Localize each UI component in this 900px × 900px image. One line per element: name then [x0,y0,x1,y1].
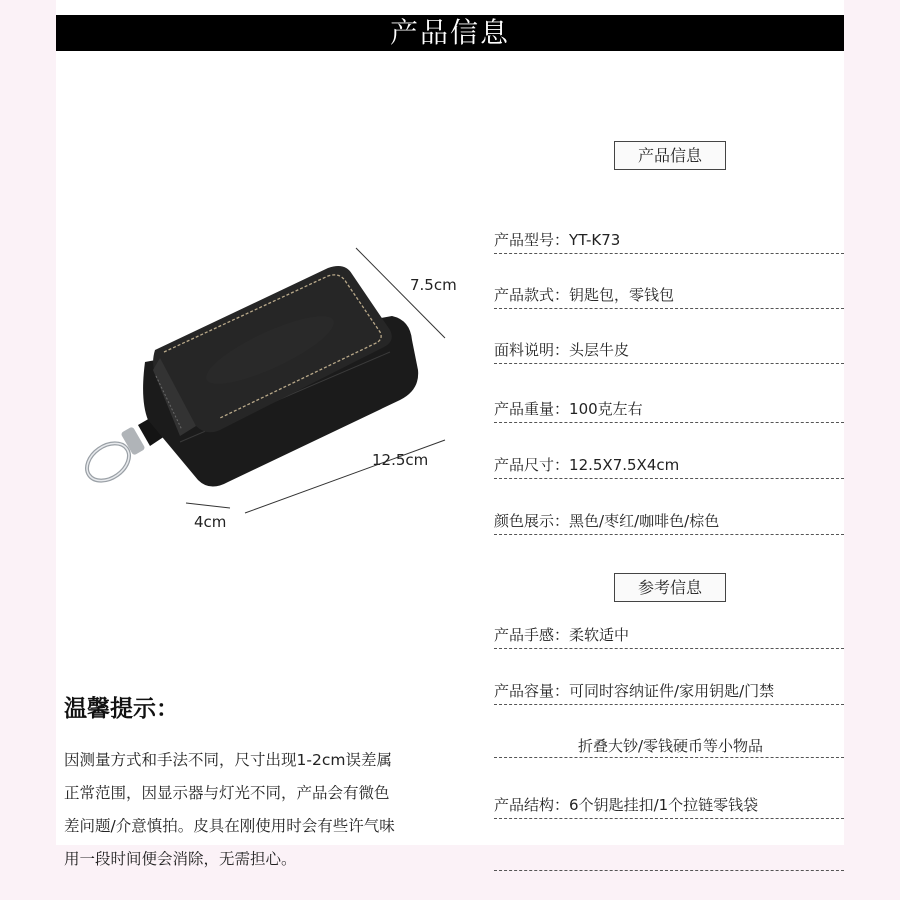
tips-title: 温馨提示： [64,696,179,722]
spec-value: 可同时容纳证件/家用钥匙/门禁 [569,682,775,700]
spec-label: 产品型号 ： [494,231,569,249]
spec-row-model [494,229,844,254]
right-margin [844,0,900,900]
page-title: 产品信息 [56,15,844,51]
tips-line: 差问题/介意慎拍。皮具在刚使用时会有些许气味 [64,817,395,835]
spec-row-colors [494,510,844,535]
spec-label: 颜色展示 ： [494,512,569,530]
spec-value: 黑色/枣红/咖啡色/棕色 [569,512,720,530]
dimension-length-label: 12.5cm [372,451,429,469]
tips-line: 因测量方式和手法不同，尺寸出现1-2cm误差属 [64,751,392,769]
spec-value: YT-K73 [569,231,621,249]
tips-line: 正常范围，因显示器与灯光不同，产品会有微色 [64,784,390,802]
spec-row-weight [494,398,844,423]
spec-label: 产品容量 ： [494,682,569,700]
spec-label: 产品结构 ： [494,796,569,814]
spec-capacity-continuation: 折叠大钞/零钱硬币等小物品 [578,737,764,755]
spec-row-feel [494,624,844,649]
spec-label: 产品款式 ： [494,286,569,304]
spec-value: 钥匙包，零钱包 [569,286,675,304]
spec-value: 12.5X7.5X4cm [569,456,680,474]
product-info-tag: 产品信息 [614,141,726,170]
spec-value: 头层牛皮 [569,341,630,359]
spec-value: 6个钥匙挂扣/1个拉链零钱袋 [569,796,759,814]
spec-row-style [494,284,844,309]
spec-row-size [494,454,844,479]
spec-value: 100克左右 [569,400,643,418]
tips-line: 用一段时间便会消除，无需担心。 [64,850,297,868]
divider [494,757,844,758]
spec-row-material [494,339,844,364]
divider [494,870,844,871]
left-margin [0,0,56,900]
reference-info-tag: 参考信息 [614,573,726,602]
spec-label: 面料说明 ： [494,341,569,359]
spec-label: 产品手感 ： [494,626,569,644]
spec-value: 柔软适中 [569,626,630,644]
spec-label: 产品尺寸 ： [494,456,569,474]
dimension-depth-label: 4cm [194,513,227,531]
spec-row-structure [494,794,844,819]
tips-text [64,744,464,876]
spec-label: 产品重量 ： [494,400,569,418]
dimension-height-label: 7.5cm [410,276,457,294]
spec-row-capacity [494,680,844,705]
